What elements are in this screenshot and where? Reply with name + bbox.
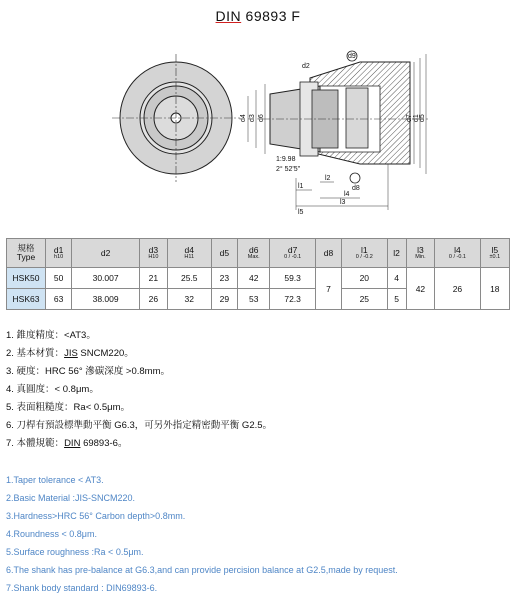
notes-english: [6, 471, 398, 597]
header-d2: d2: [72, 239, 140, 268]
label-d9: d9: [348, 53, 356, 60]
cell-d5: 23: [211, 268, 237, 289]
cell-l4: 26: [435, 268, 480, 310]
header-d1: d1 h10: [46, 239, 72, 268]
label-angle: 2° 52'5": [276, 166, 301, 173]
note-en-6: 6.The shank has pre-balance at G6.3,and can provide percision balance at G2.5,made by request.: [6, 565, 398, 575]
header-l1: l1 0 / -0.2: [342, 239, 387, 268]
title-rest: 69893 F: [241, 8, 301, 24]
title-din: DIN: [215, 8, 242, 24]
label-d3: d3: [249, 114, 256, 122]
label-d2: d2: [302, 63, 310, 70]
page-title: [0, 8, 516, 24]
cell-l5: 18: [480, 268, 509, 310]
label-l1: l1: [298, 183, 304, 190]
cell-d6: 42: [238, 268, 270, 289]
header-d5: d5: [211, 239, 237, 268]
technical-drawing: [0, 28, 516, 226]
header-l3: l3 Min.: [406, 239, 435, 268]
label-d7: d7: [406, 114, 413, 122]
cell-l2: 4: [387, 268, 406, 289]
front-view: [112, 54, 240, 182]
spec-table: [6, 238, 510, 310]
note-en-2: 2.Basic Material :JIS-SNCM220.: [6, 493, 136, 503]
cell-d1: 63: [46, 289, 72, 310]
note-cn-1: 1. 錐度精度：<AT3。: [6, 330, 96, 341]
header-d3: d3 H10: [139, 239, 167, 268]
label-d5: d5: [419, 114, 426, 122]
note-en-1: 1.Taper tolerance < AT3.: [6, 475, 104, 485]
cell-d5: 29: [211, 289, 237, 310]
note-en-4: 4.Roundness < 0.8μm.: [6, 529, 97, 539]
cell-d2: 30.007: [72, 268, 140, 289]
note-en-5: 5.Surface roughness :Ra < 0.5μm.: [6, 547, 144, 557]
label-l2: l2: [325, 175, 331, 182]
cell-l1: 20: [342, 268, 387, 289]
cell-d8: 7: [315, 268, 341, 310]
note-en-3: 3.Hardness>HRC 56° Carbon depth>0.8mm.: [6, 511, 186, 521]
cell-d6: 53: [238, 289, 270, 310]
side-view: [248, 51, 430, 210]
label-l5: l5: [298, 209, 304, 216]
note-cn-4: 4. 真圓度：< 0.8μm。: [6, 384, 99, 395]
label-d8: d8: [352, 185, 360, 192]
label-d1: d1: [413, 114, 420, 122]
table-row: [7, 268, 510, 289]
table-header-row: [7, 239, 510, 268]
note-en-7: 7.Shank body standard : DIN69893-6.: [6, 583, 158, 593]
header-d8: d8: [315, 239, 341, 268]
cell-l3: 42: [406, 268, 435, 310]
label-d4: d4: [240, 114, 247, 122]
header-d7: d7 0 / -0.1: [270, 239, 315, 268]
cell-d2: 38.009: [72, 289, 140, 310]
cell-l1: 25: [342, 289, 387, 310]
cell-d4: 25.5: [167, 268, 211, 289]
note-cn-6: 6. 刀桿有預設標準動平衡 G6.3，可另外指定精密動平衡 G2.5。: [6, 420, 273, 431]
note-cn-3: 3. 硬度：HRC 56° 滲碳深度 >0.8mm。: [6, 366, 171, 377]
header-type: 規格 Type: [7, 239, 46, 268]
label-d6: d6: [258, 114, 265, 122]
header-l4: l4 0 / -0.1: [435, 239, 480, 268]
notes-chinese: [6, 327, 272, 453]
header-d4: d4 H11: [167, 239, 211, 268]
cell-d3: 21: [139, 268, 167, 289]
label-l4: l4: [344, 191, 350, 198]
header-d6: d6 Max.: [238, 239, 270, 268]
cell-type: HSK63: [7, 289, 46, 310]
header-l2: l2: [387, 239, 406, 268]
note-cn-5: 5. 表面粗糙度：Ra< 0.5μm。: [6, 402, 130, 413]
cell-d4: 32: [167, 289, 211, 310]
cell-d7: 59.3: [270, 268, 315, 289]
cell-l2: 5: [387, 289, 406, 310]
label-l3: l3: [340, 199, 346, 206]
header-l5: l5 ±0.1: [480, 239, 509, 268]
cell-type: HSK50: [7, 268, 46, 289]
cell-d3: 26: [139, 289, 167, 310]
note-cn-7: 7. 本體規範：DIN 69893-6。: [6, 438, 128, 449]
note-cn-2: 2. 基本材質：JIS SNCM220。: [6, 348, 134, 359]
cell-d1: 50: [46, 268, 72, 289]
label-taper: 1:9.98: [276, 156, 296, 163]
cell-d7: 72.3: [270, 289, 315, 310]
